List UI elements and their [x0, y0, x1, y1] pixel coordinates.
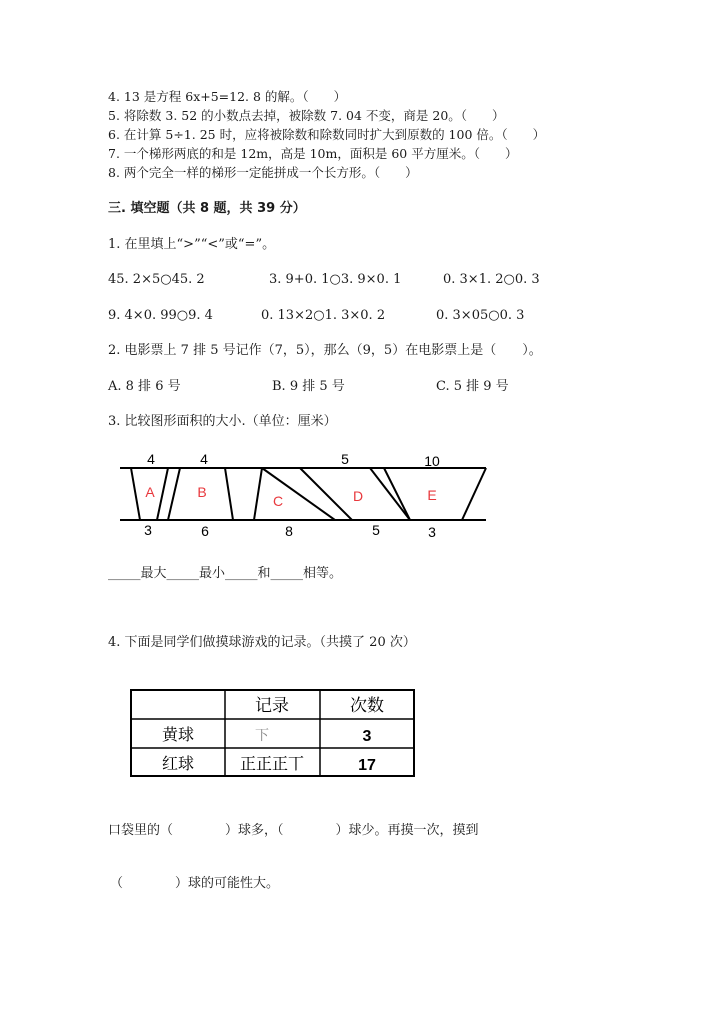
q4-prompt: 4. 下面是同学们做摸球游戏的记录。（共摸了 20 次）	[108, 635, 416, 650]
bottom-number: 5	[372, 522, 380, 538]
q1-item: 0. 3×05○0. 3	[436, 308, 525, 323]
top-number: 4	[147, 451, 155, 467]
top-number: 10	[424, 453, 440, 469]
table-row-label-red: 红球	[161, 756, 195, 773]
tf-question-7: 7. 一个梯形两底的和是 12m，高是 10m，面积是 60 平方厘米。（ ）	[108, 146, 518, 161]
shape-label-b: B	[197, 484, 207, 500]
q1-item: 3. 9+0. 1○3. 9×0. 1	[269, 272, 402, 287]
q1-item: 0. 13×2○1. 3×0. 2	[261, 308, 386, 323]
q3-answer-line: _____最大_____最小_____和_____相等。	[108, 566, 343, 581]
tf-question-5: 5. 将除数 3. 52 的小数点去掉，被除数 7. 04 不变，商是 20。（ ）	[108, 108, 505, 123]
q1-prompt: 1. 在里填上“>”“<”或“=”。	[108, 237, 276, 252]
table-count-red: 17	[358, 757, 376, 774]
tf-question-6: 6. 在计算 5÷1. 25 时，应将被除数和除数同时扩大到原数的 100 倍。（ ）	[108, 127, 546, 142]
table-row-label-yellow: 黄球	[161, 727, 195, 744]
bottom-number: 6	[201, 523, 209, 539]
q4-answer-line-1: 口袋里的（ ）球多，（ ）球少。再摸一次，摸到	[108, 823, 479, 838]
shape-label-a: A	[145, 484, 155, 500]
q2-prompt: 2. 电影票上 7 排 5 号记作（7，5），那么（9，5）在电影票上是（ ）。	[108, 343, 542, 358]
q2-option-c: C. 5 排 9 号	[436, 379, 509, 394]
bottom-number: 3	[428, 524, 436, 540]
q2-option-b: B. 9 排 5 号	[272, 379, 345, 394]
q2-option-a: A. 8 排 6 号	[108, 379, 181, 394]
table-header-record: 记录	[255, 696, 289, 715]
q4-answer-line-2: （ ）球的可能性大。	[110, 876, 280, 891]
q1-item: 0. 3×1. 2○0. 3	[443, 272, 540, 287]
bottom-number: 8	[285, 523, 293, 539]
tf-question-8: 8. 两个完全一样的梯形一定能拼成一个长方形。（ ）	[108, 165, 418, 180]
bottom-number: 3	[144, 522, 152, 538]
shape-label-e: E	[427, 487, 437, 503]
q1-item: 9. 4×0. 99○9. 4	[108, 308, 213, 323]
table-tally-red: 正正正丅	[239, 756, 305, 773]
q3-prompt: 3. 比较图形面积的大小.（单位：厘米）	[108, 414, 337, 429]
table-tally-yellow: 下	[255, 727, 269, 743]
shape-label-c: C	[272, 493, 284, 509]
shape-label-d: D	[352, 488, 364, 504]
table-header-count: 次数	[350, 696, 384, 715]
section-title: 三. 填空题（共 8 题，共 39 分）	[108, 201, 306, 216]
table-count-yellow: 3	[362, 728, 372, 745]
top-number: 5	[341, 451, 349, 467]
q1-item: 45. 2×5○45. 2	[108, 272, 205, 287]
tf-question-4: 4. 13 是方程 6x+5=12. 8 的解。（ ）	[108, 89, 347, 104]
top-number: 4	[200, 451, 208, 467]
